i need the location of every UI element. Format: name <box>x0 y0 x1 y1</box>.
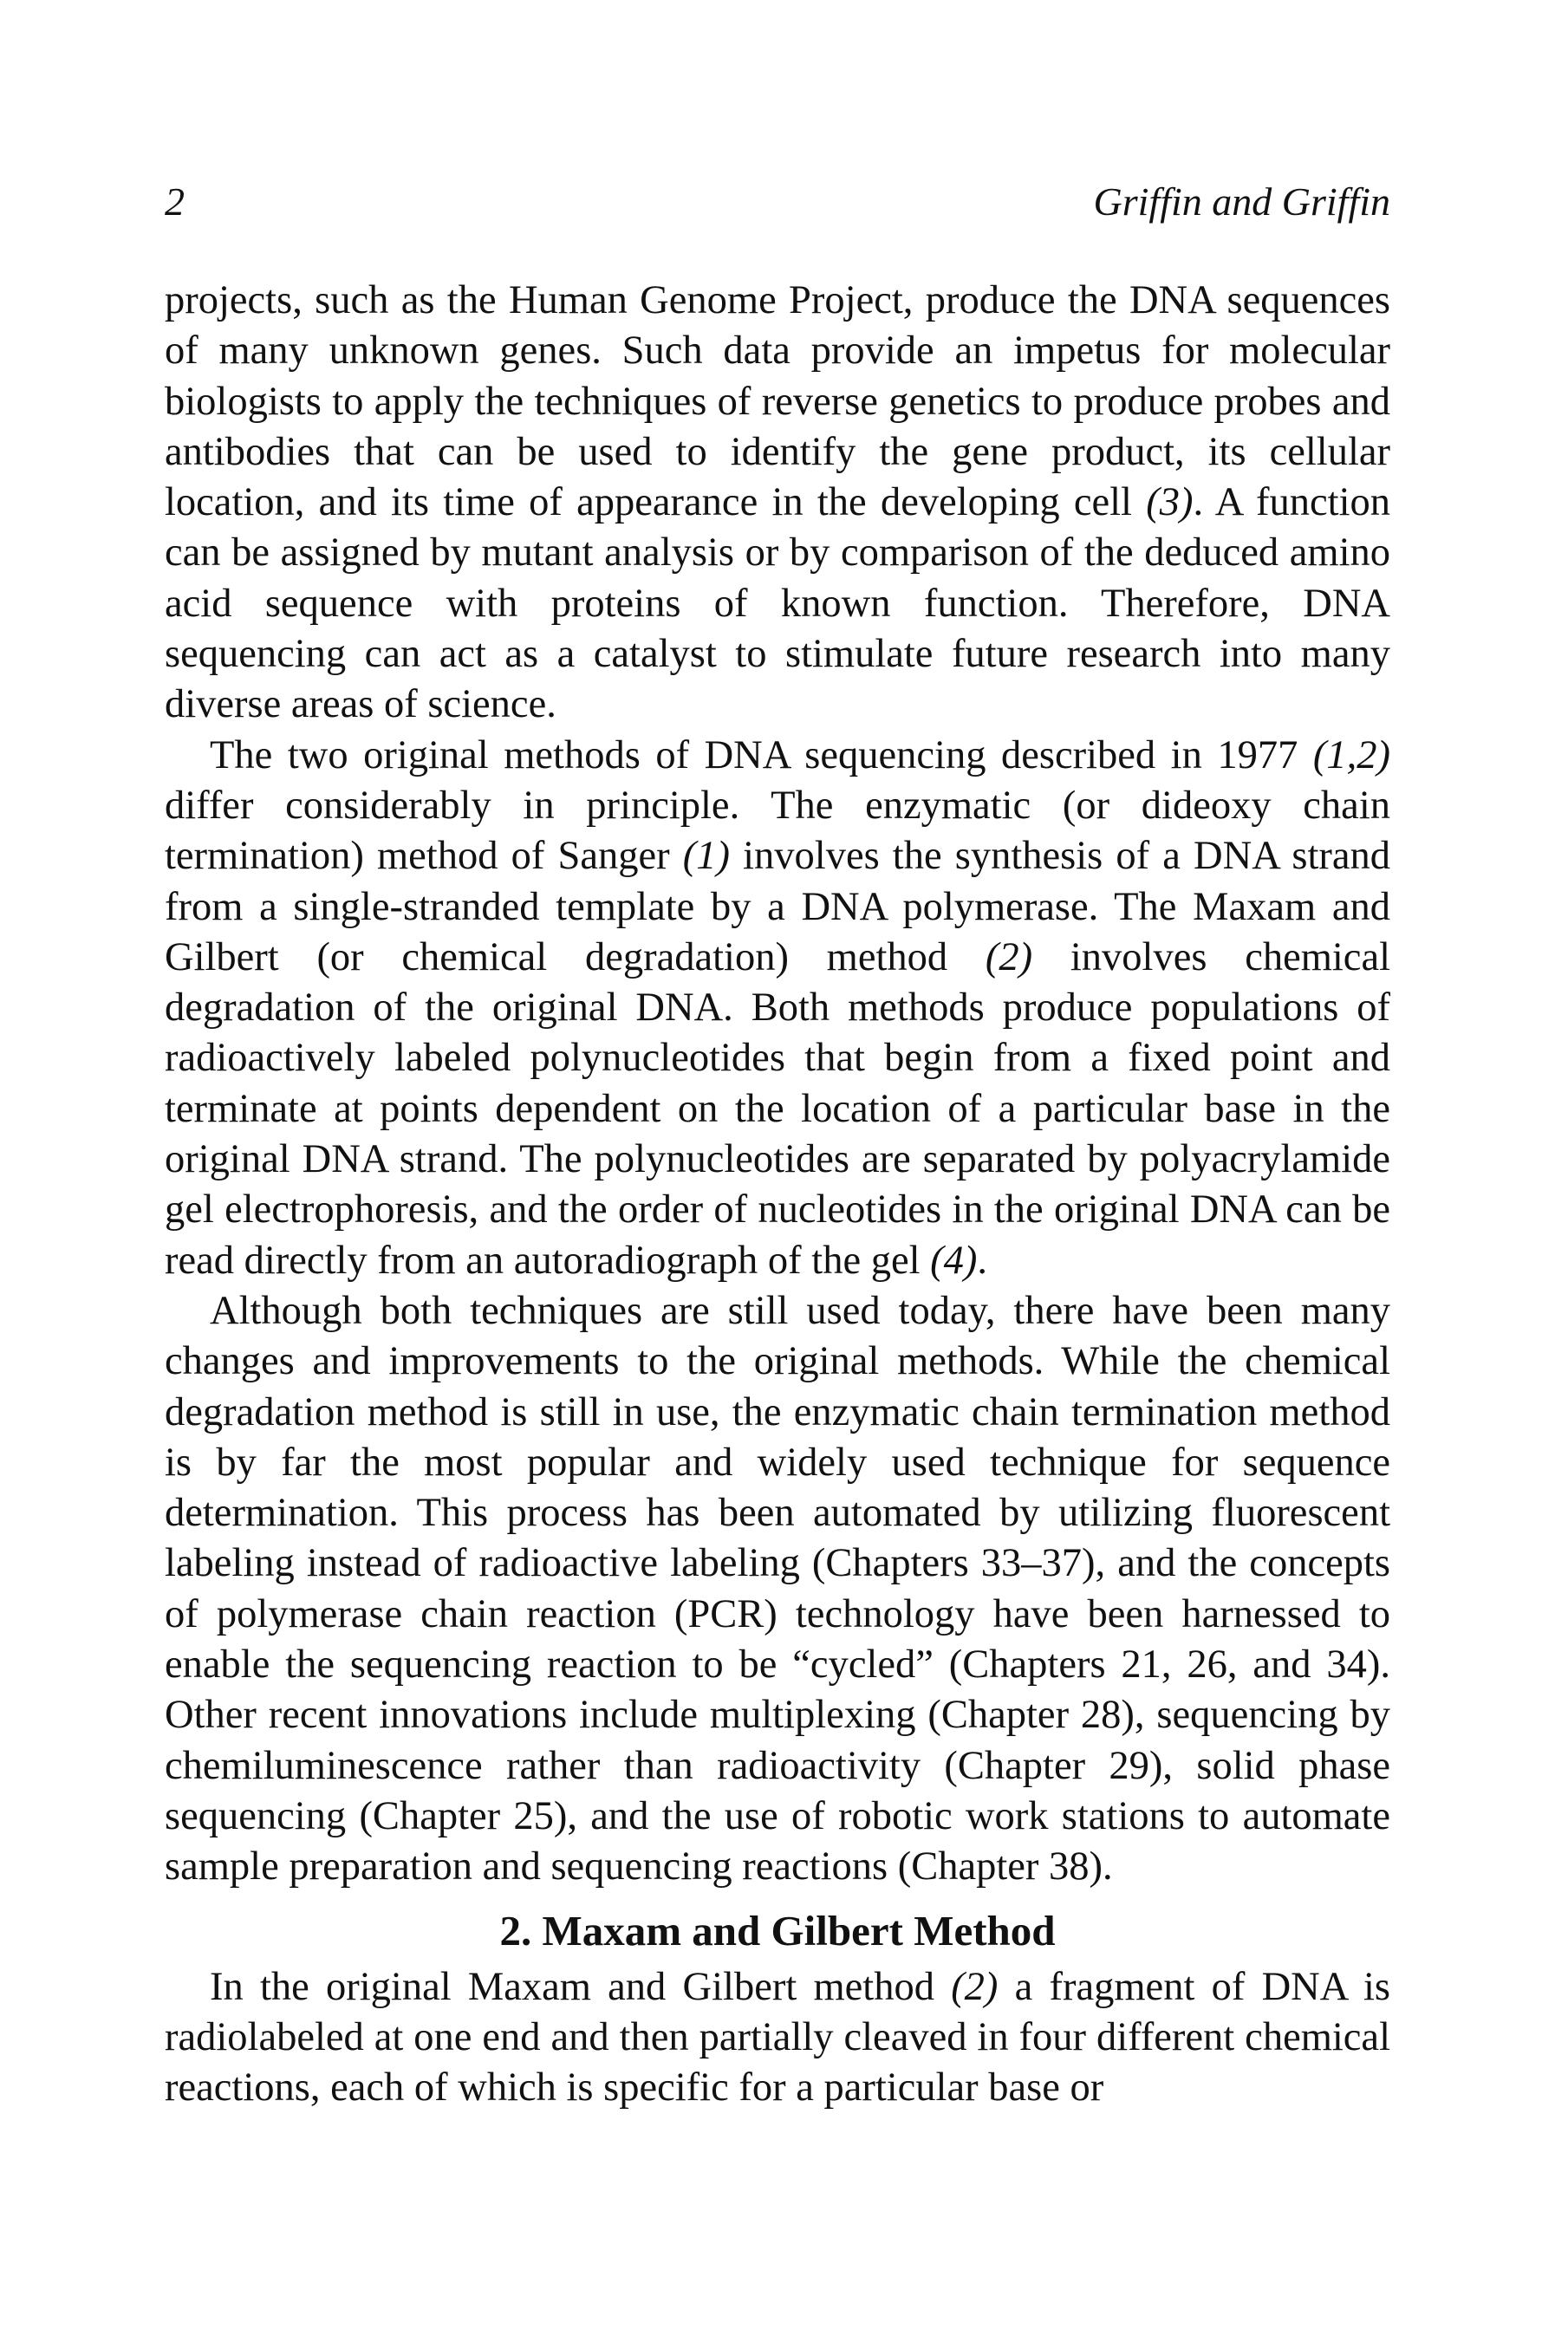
text-run: Although both techniques are still used today, there have been many changes and improvements to the original methods. While the chemical degradation method is still in use, the enzymatic chain termination method is by far the most popular and widely used technique for sequence determination. This process has been automated by utilizing fluorescent labeling instead of radioactive labeling (Chapters 33–37), and the concepts of polymerase chain reaction (PCR) technology have been harnessed to enable the sequencing reaction to be “cycled” (Chapters 21, 26, and 34). Other recent innovations include multiplexing (Chapter 28), sequencing by chemiluminescence rather than radioactivity (Chapter 29), solid phase sequencing (Chapter 25), and the use of robotic work stations to automate sample preparation and sequencing reactions (Chapter 38). <box>165 1288 1390 1889</box>
paragraph-4 <box>165 1962 1390 2114</box>
paragraph-1 <box>165 276 1390 731</box>
text-run: . <box>977 1238 987 1283</box>
text-run: projects, such as the Human Genome Project, produce the DNA sequences of many unknown genes. Such data provide an impetus for molecular biologists to apply the techniques of reverse genetics to produce probes and antibodies that can be used to identify the gene product, its cellular location, and its time of appearance in the developing cell <box>165 278 1390 525</box>
text-run: In the original Maxam and Gilbert method <box>210 1964 952 2009</box>
citation: (1,2) <box>1312 732 1390 777</box>
page-number: 2 <box>165 179 185 224</box>
paragraph-2 <box>165 731 1390 1286</box>
text-run: . A function can be assigned by mutant analysis or by comparison of the deduced amino acid sequence with proteins of known function. Therefore, DNA sequencing can act as a catalyst to stimulate future research into many diverse areas of science. <box>165 480 1390 727</box>
citation: (4) <box>930 1238 978 1283</box>
text-run: involves the synthesis of a DNA strand from a single-stranded template by a DNA polymerase. The Maxam and Gilbert (or chemical degradation) method <box>165 834 1390 979</box>
text-run: involves chemical degradation of the original DNA. Both methods produce populations of radioactively labeled polynucleotides that begin from a fixed point and terminate at points dependent on the location of a particular base in the original DNA strand. The polynucleotides are separated by polyacrylamide gel electrophoresis, and the order of nucleotides in the original DNA can be read directly from an autoradiograph of the gel <box>165 934 1391 1283</box>
paragraph-3 <box>165 1286 1390 1893</box>
citation: (2) <box>951 1964 999 2009</box>
section-heading: 2. Maxam and Gilbert Method <box>499 1906 1056 1954</box>
page-header <box>165 172 1390 232</box>
citation: (2) <box>985 934 1033 979</box>
body-text <box>165 276 1390 2113</box>
text-run: a fragment of DNA is radiolabeled at one end and then partially cleaved in four different chemical reactions, each of which is specific for a particular base or <box>165 1964 1390 2111</box>
running-head: Griffin and Griffin <box>1093 179 1390 224</box>
text-run: The two original methods of DNA sequencing described in 1977 <box>210 732 1313 777</box>
citation: (1) <box>682 834 730 879</box>
text-run: differ considerably in principle. The enzymatic (or dideoxy chain termination) method of Sanger <box>165 783 1390 879</box>
citation: (3) <box>1146 480 1194 525</box>
